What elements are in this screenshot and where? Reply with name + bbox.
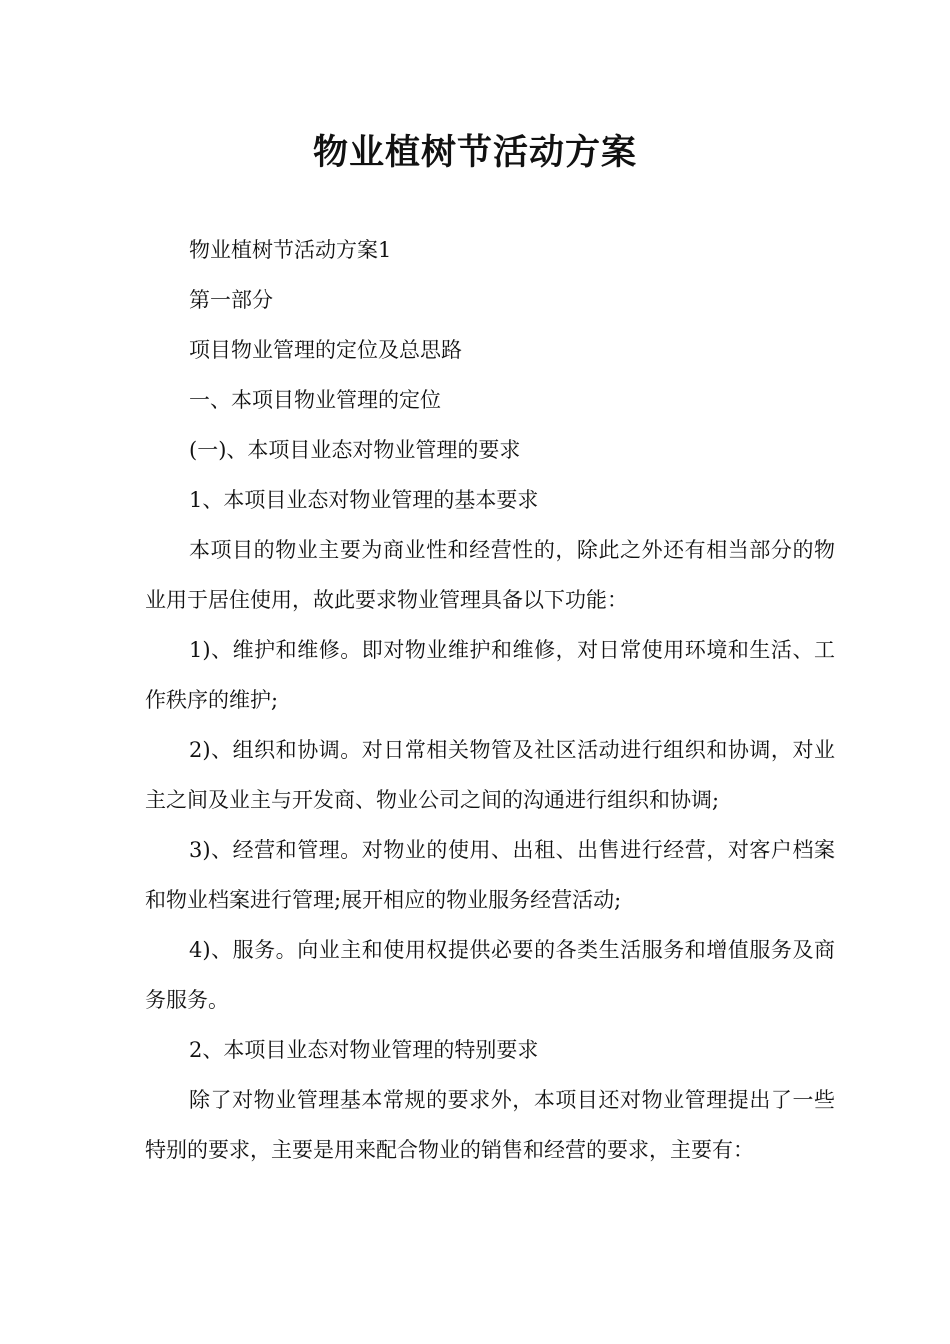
paragraph-item-coordination: 2)、组织和协调。对日常相关物管及社区活动进行组织和协调，对业主之间及业主与开发商、物业公司之间的沟通进行组织和协调; <box>145 738 835 812</box>
paragraph-heading-requirements: (一)、本项目业态对物业管理的要求 <box>189 438 521 462</box>
document-body <box>145 225 835 1175</box>
paragraph-heading-special-requirements: 2、本项目业态对物业管理的特别要求 <box>189 1038 539 1062</box>
paragraph-heading-plan-1: 物业植树节活动方案1 <box>189 238 392 262</box>
paragraph-heading-positioning: 一、本项目物业管理的定位 <box>189 388 441 412</box>
paragraph-basic-requirements-body: 本项目的物业主要为商业性和经营性的，除此之外还有相当部分的物业用于居住使用，故此要求物业管理具备以下功能： <box>145 538 835 612</box>
paragraph-item-service: 4)、服务。向业主和使用权提供必要的各类生活服务和增值服务及商务服务。 <box>145 938 835 1012</box>
paragraph-section-title: 项目物业管理的定位及总思路 <box>189 338 462 362</box>
document-title: 物业植树节活动方案 <box>312 133 637 173</box>
paragraph-part-one: 第一部分 <box>189 288 273 312</box>
paragraph-item-maintenance: 1)、维护和维修。即对物业维护和维修，对日常使用环境和生活、工作秩序的维护; <box>145 638 835 712</box>
paragraph-special-requirements-body: 除了对物业管理基本常规的要求外，本项目还对物业管理提出了一些特别的要求，主要是用来配合物业的销售和经营的要求，主要有： <box>145 1088 835 1162</box>
paragraph-heading-basic-requirements: 1、本项目业态对物业管理的基本要求 <box>189 488 539 512</box>
paragraph-item-management: 3)、经营和管理。对物业的使用、出租、出售进行经营，对客户档案和物业档案进行管理;展开相应的物业服务经营活动; <box>145 838 835 912</box>
